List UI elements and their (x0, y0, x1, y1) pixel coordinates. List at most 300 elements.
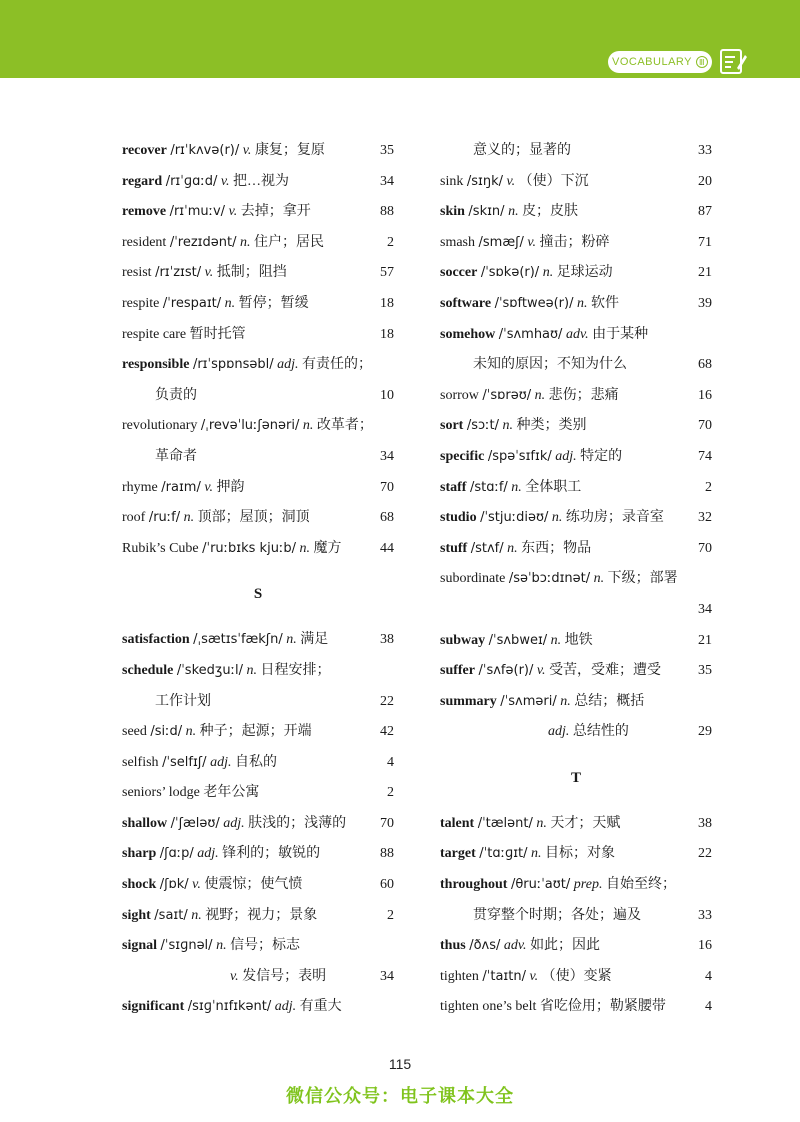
part-of-speech: adj. (210, 754, 232, 770)
part-of-speech: n. (507, 540, 518, 556)
phonetic: /sɪŋk/ (466, 173, 503, 189)
headword: resist (122, 265, 152, 281)
glossary-entry (440, 564, 712, 595)
phonetic: /raɪm/ (161, 479, 201, 495)
part-of-speech: adj. (197, 846, 219, 862)
headword: sharp (122, 846, 157, 862)
headword: sight (122, 907, 151, 923)
glossary-entry (122, 778, 394, 809)
page-reference: 34 (380, 448, 394, 464)
page-reference: 70 (698, 540, 712, 556)
part-of-speech: n. (183, 510, 195, 526)
entry-text (155, 687, 211, 718)
headword: subordinate (440, 571, 506, 587)
entry-text (440, 564, 678, 595)
glossary-continuation (440, 901, 712, 932)
glossary-entry (122, 992, 394, 1023)
glossary-entry (122, 503, 394, 534)
entry-text (122, 625, 328, 656)
glossary-continuation (440, 717, 712, 748)
glossary-entry (440, 870, 712, 901)
entry-text (122, 167, 289, 198)
definition: 负责的 (155, 387, 197, 403)
phonetic: /stʌf/ (470, 540, 504, 556)
glossary-entry (440, 442, 712, 473)
phonetic: /sɪɡˈnɪfɪkənt/ (187, 999, 272, 1015)
page-reference: 16 (698, 938, 712, 954)
entry-text (440, 381, 619, 412)
part-of-speech: adj. (277, 357, 299, 373)
glossary-entry (122, 748, 394, 779)
part-of-speech: adj. (555, 448, 577, 464)
glossary-entry (440, 931, 712, 962)
page-reference: 32 (698, 510, 712, 526)
entry-text (230, 962, 326, 993)
part-of-speech: n. (593, 571, 605, 587)
entry-text (122, 656, 331, 687)
phonetic: /smæʃ/ (478, 234, 524, 250)
phonetic: /rɪˈkʌvə(r)/ (170, 143, 240, 158)
entry-text (440, 931, 600, 962)
page-reference: 29 (698, 724, 712, 740)
headword: signal (122, 938, 158, 954)
page-reference: 60 (380, 877, 394, 893)
page-reference: 4 (387, 754, 394, 770)
page-reference: 10 (380, 387, 394, 403)
headword: stuff (440, 540, 468, 556)
definition: 软件 (590, 295, 619, 311)
definition: 全体职工 (525, 479, 582, 495)
glossary-continuation (122, 442, 394, 473)
headword: thus (440, 938, 466, 954)
part-of-speech: v. (204, 265, 214, 281)
page-reference: 70 (698, 418, 712, 434)
phonetic: /ruːf/ (148, 510, 181, 526)
phonetic: /ˌsætɪsˈfækʃn/ (193, 632, 283, 648)
page-reference: 87 (698, 204, 712, 220)
headword: resident (122, 234, 167, 250)
glossary-entry (122, 167, 394, 198)
entry-text (122, 228, 324, 259)
headword: schedule (122, 662, 174, 678)
entry-text (440, 656, 661, 687)
part-of-speech: v. (529, 968, 539, 984)
page-reference: 74 (698, 448, 712, 464)
phonetic: /stɑːf/ (469, 479, 508, 495)
headword: rhyme (122, 479, 158, 495)
page-reference: 38 (698, 815, 712, 831)
entry-text (122, 350, 372, 381)
part-of-speech: prep. (573, 877, 603, 893)
notepad-pencil-icon (718, 46, 748, 76)
page-reference: 68 (698, 357, 712, 373)
page-reference: 34 (380, 173, 394, 189)
definition: 抵制；阻挡 (216, 265, 287, 281)
definition: 自私的 (234, 754, 277, 770)
definition: 自始至终； (605, 877, 676, 893)
headword: recover (122, 143, 167, 158)
definition: 有责任的； (302, 357, 372, 373)
glossary-entry (122, 228, 394, 259)
phonetic: /ˈruːbɪks kjuːb/ (202, 540, 296, 556)
glossary-entry (122, 931, 394, 962)
phonetic: /ˈsʌbweɪ/ (488, 632, 548, 648)
headword: sink (440, 173, 464, 189)
part-of-speech: n. (286, 632, 297, 648)
part-of-speech: n. (550, 632, 562, 648)
glossary-continuation (122, 381, 394, 412)
entry-text (440, 839, 615, 870)
glossary-entry (440, 687, 712, 718)
definition: （使）变紧 (541, 968, 612, 984)
glossary-entry (440, 503, 712, 534)
glossary-entry (122, 320, 394, 351)
headword: revolutionary (122, 418, 198, 434)
phonetic: /ʃɒk/ (159, 877, 189, 893)
part-of-speech: n. (299, 540, 310, 556)
part-of-speech: adj. (223, 815, 245, 831)
part-of-speech: adj. (274, 999, 297, 1015)
page-reference: 16 (698, 387, 712, 403)
headword: respite care (122, 326, 187, 342)
entry-text (440, 320, 648, 351)
definition: 把…视为 (233, 173, 290, 189)
definition: 由于某种 (592, 326, 649, 342)
part-of-speech: v. (242, 143, 252, 158)
phonetic: /ˈʃæləʊ/ (170, 815, 220, 831)
page-reference: 70 (380, 815, 394, 831)
phonetic: /ˈsʌməri/ (500, 693, 557, 709)
entry-text (155, 442, 197, 473)
entry-text (122, 320, 246, 351)
footer-watermark: 微信公众号：电子课本大全 (286, 1086, 514, 1107)
entry-text (122, 197, 311, 228)
phonetic: /ˈtaɪtn/ (482, 968, 526, 984)
glossary-entry (440, 320, 712, 351)
page-reference: 88 (380, 204, 394, 220)
page-reference: 21 (698, 265, 712, 281)
definition: 贯穿整个时期；各处；遍及 (473, 907, 641, 923)
entry-text (122, 289, 309, 320)
page-reference: 2 (387, 234, 394, 250)
definition: 肤浅的；浅薄的 (248, 815, 347, 831)
part-of-speech: adv. (503, 938, 527, 954)
part-of-speech: n. (224, 295, 236, 311)
glossary-entry (122, 197, 394, 228)
definition: 老年公寓 (203, 785, 260, 801)
headword: somehow (440, 326, 496, 342)
entry-text (122, 992, 342, 1023)
entry-text (440, 992, 666, 1023)
entry-text (122, 931, 300, 962)
definition: 撞击；粉碎 (539, 234, 610, 250)
phonetic: /ˈsʌfə(r)/ (478, 663, 534, 679)
headword: soccer (440, 265, 478, 281)
definition: 皮；皮肤 (522, 204, 579, 220)
vocabulary-tag-label: VOCABULARY (612, 56, 692, 68)
definition: 未知的原因；不知为什么 (473, 357, 627, 373)
definition: 改革者； (316, 418, 373, 434)
page-reference: 44 (380, 540, 394, 556)
headword: respite (122, 295, 160, 311)
page-reference: 33 (698, 143, 712, 158)
definition: 去掉；拿开 (240, 204, 311, 220)
entry-text (122, 136, 325, 167)
definition: 目标；对象 (545, 846, 616, 862)
definition: 特定的 (580, 448, 623, 464)
entry-text (440, 258, 613, 289)
page-reference: 2 (705, 479, 712, 495)
page-reference: 57 (380, 265, 394, 281)
header-bar (0, 0, 800, 78)
headword: sorrow (440, 387, 479, 403)
definition: 革命者 (155, 448, 197, 464)
part-of-speech: n. (239, 234, 251, 250)
definition: 工作计划 (155, 693, 211, 709)
page-reference: 18 (380, 326, 394, 342)
phonetic: /skɪn/ (468, 204, 505, 220)
entry-text (440, 228, 610, 259)
page-reference: 4 (705, 999, 712, 1015)
glossary-entry (440, 167, 712, 198)
entry-text (122, 839, 320, 870)
entry-text (122, 748, 277, 779)
vocabulary-tag (608, 51, 712, 73)
page-reference: 71 (698, 234, 712, 250)
definition: 总结；概括 (574, 693, 645, 709)
page-number: 115 (388, 1056, 412, 1072)
headword: smash (440, 234, 475, 250)
part-of-speech: n. (502, 418, 513, 434)
glossary-entry (122, 350, 394, 381)
headword: subway (440, 632, 486, 648)
headword: suffer (440, 663, 475, 679)
page-reference: 35 (698, 663, 712, 679)
glossary-entry (440, 534, 712, 565)
definition: 下级；部署 (607, 571, 678, 587)
definition: 足球运动 (556, 265, 613, 281)
headword: shallow (122, 815, 168, 831)
headword: significant (122, 999, 185, 1015)
glossary-entry (440, 809, 712, 840)
headword: remove (122, 204, 167, 220)
definition: 种子；起源；开端 (199, 724, 312, 740)
entry-text (440, 962, 612, 993)
headword: shock (122, 877, 157, 893)
definition: 总结性的 (572, 724, 629, 740)
page-reference: 39 (698, 295, 712, 311)
part-of-speech: v. (192, 877, 201, 893)
glossary-entry (122, 809, 394, 840)
headword: satisfaction (122, 632, 190, 648)
part-of-speech: n. (576, 295, 588, 311)
entry-text (122, 473, 245, 504)
phonetic: /ˈtælənt/ (477, 815, 533, 831)
headword: seed (122, 724, 147, 740)
phonetic: /rɪˈzɪst/ (155, 265, 202, 281)
glossary-continuation (122, 687, 394, 718)
phonetic: /ˈsɒftweə(r)/ (494, 295, 574, 311)
definition: 使震惊；使气愤 (204, 877, 303, 893)
glossary-continuation (440, 350, 712, 381)
phonetic: /ˈsʌmhaʊ/ (498, 326, 563, 342)
phonetic: /ˈsɪɡnəl/ (160, 938, 213, 954)
phonetic: /rɪˈɡɑːd/ (165, 173, 218, 189)
phonetic: /ˈtɑːɡɪt/ (479, 846, 528, 862)
definition: 如此；因此 (530, 938, 601, 954)
phonetic: /siːd/ (150, 724, 183, 740)
phonetic: /ðʌs/ (469, 938, 501, 954)
page-reference: 18 (380, 295, 394, 311)
entry-text (440, 687, 644, 718)
entry-text (122, 534, 341, 565)
part-of-speech: n. (511, 479, 522, 495)
phonetic: /ˈsɒkə(r)/ (480, 265, 540, 281)
phonetic: /spəˈsɪfɪk/ (487, 448, 552, 464)
entry-text (440, 809, 620, 840)
phonetic: /ˈsɒrəʊ/ (482, 387, 532, 403)
definition: 顶部；屋顶；洞顶 (197, 510, 310, 526)
part-of-speech: n. (246, 662, 258, 678)
part-of-speech: n. (216, 938, 227, 954)
page-reference: 68 (380, 510, 394, 526)
part-of-speech: v. (228, 204, 238, 220)
entry-text (122, 503, 310, 534)
glossary-entry (122, 656, 394, 687)
section-letter: T (570, 769, 581, 786)
glossary-entry (122, 136, 394, 167)
page-reference: 22 (698, 846, 712, 862)
part-of-speech: v. (230, 968, 239, 984)
definition: 练功房；录音室 (565, 510, 664, 526)
definition: 悲伤；悲痛 (548, 387, 619, 403)
headword: target (440, 846, 476, 862)
phonetic: /θruːˈaʊt/ (510, 877, 571, 893)
part-of-speech: n. (534, 387, 546, 403)
definition: 暂停；暂缓 (238, 295, 309, 311)
entry-text (122, 411, 373, 442)
glossary-entry (122, 534, 394, 565)
glossary-column-left (122, 136, 394, 1023)
definition: 押韵 (216, 479, 245, 495)
part-of-speech: n. (542, 265, 554, 281)
phonetic: /ˈselfɪʃ/ (162, 754, 207, 770)
definition: 东西；物品 (521, 540, 592, 556)
definition: 康复；复原 (254, 143, 325, 158)
headword: talent (440, 815, 475, 831)
part-of-speech: n. (185, 724, 197, 740)
page-reference: 42 (380, 724, 394, 740)
definition: 意义的；显著的 (473, 143, 571, 158)
headword: studio (440, 510, 477, 526)
glossary-continuation (440, 595, 712, 626)
entry-text (440, 503, 664, 534)
part-of-speech: n. (560, 693, 571, 709)
glossary-entry (122, 411, 394, 442)
glossary-entry (122, 839, 394, 870)
headword: tighten one’s belt (440, 999, 537, 1015)
vocabulary-tag-number: Ⅲ (696, 56, 708, 68)
entry-text (122, 258, 287, 289)
glossary-entry (122, 901, 394, 932)
glossary-entry (440, 992, 712, 1023)
definition: 暂时托管 (189, 326, 246, 342)
glossary-entry (440, 228, 712, 259)
entry-text (440, 197, 578, 228)
part-of-speech: v. (506, 173, 516, 189)
definition: 天才；天赋 (550, 815, 621, 831)
glossary-continuation (440, 136, 712, 167)
entry-text (122, 717, 312, 748)
glossary-entry (440, 962, 712, 993)
entry-text (548, 717, 629, 748)
entry-text (122, 809, 346, 840)
phonetic: /ˈstjuːdiəʊ/ (480, 510, 549, 526)
entry-text (440, 442, 622, 473)
entry-text (440, 473, 581, 504)
glossary-entry (440, 258, 712, 289)
page-reference: 20 (698, 173, 712, 189)
headword: seniors’ lodge (122, 785, 200, 801)
glossary-entry (440, 839, 712, 870)
section-letter: S (253, 586, 263, 603)
headword: tighten (440, 968, 479, 984)
entry-text (440, 534, 591, 565)
glossary-entry (440, 626, 712, 657)
headword: skin (440, 204, 465, 220)
page-reference: 4 (705, 968, 712, 984)
headword: roof (122, 510, 146, 526)
headword: selfish (122, 754, 159, 770)
part-of-speech: v. (536, 663, 546, 679)
definition: 种类；类别 (516, 418, 587, 434)
glossary-entry (440, 289, 712, 320)
page-reference: 88 (380, 846, 394, 862)
glossary-column-right (440, 136, 712, 1023)
definition: 受苦，受难；遭受 (549, 663, 662, 679)
phonetic: /ˈskedʒuːl/ (176, 662, 244, 678)
part-of-speech: v. (220, 173, 230, 189)
entry-text (440, 626, 593, 657)
definition: 满足 (300, 632, 329, 648)
phonetic: /ˌrevəˈluːʃənəri/ (200, 418, 300, 434)
part-of-speech: n. (551, 510, 563, 526)
part-of-speech: n. (508, 204, 519, 220)
entry-text (122, 778, 259, 809)
page-reference: 38 (380, 632, 394, 648)
entry-text (473, 350, 627, 381)
page-reference: 70 (380, 479, 394, 495)
definition: 住户；居民 (253, 234, 324, 250)
entry-text (473, 136, 571, 167)
phonetic: /sɔːt/ (466, 418, 499, 434)
page-reference: 33 (698, 907, 712, 923)
definition: 省吃俭用；勒紧腰带 (539, 999, 666, 1015)
glossary-entry (122, 258, 394, 289)
phonetic: /səˈbɔːdɪnət/ (508, 571, 591, 587)
glossary-entry (122, 473, 394, 504)
definition: 地铁 (564, 632, 593, 648)
definition: 视野；视力；景象 (205, 907, 318, 923)
headword: sort (440, 418, 464, 434)
glossary-entry (440, 411, 712, 442)
glossary-entry (440, 381, 712, 412)
glossary-entry (122, 625, 394, 656)
definition: 信号；标志 (230, 938, 301, 954)
entry-text (473, 901, 641, 932)
part-of-speech: v. (527, 234, 537, 250)
glossary-entry (122, 289, 394, 320)
